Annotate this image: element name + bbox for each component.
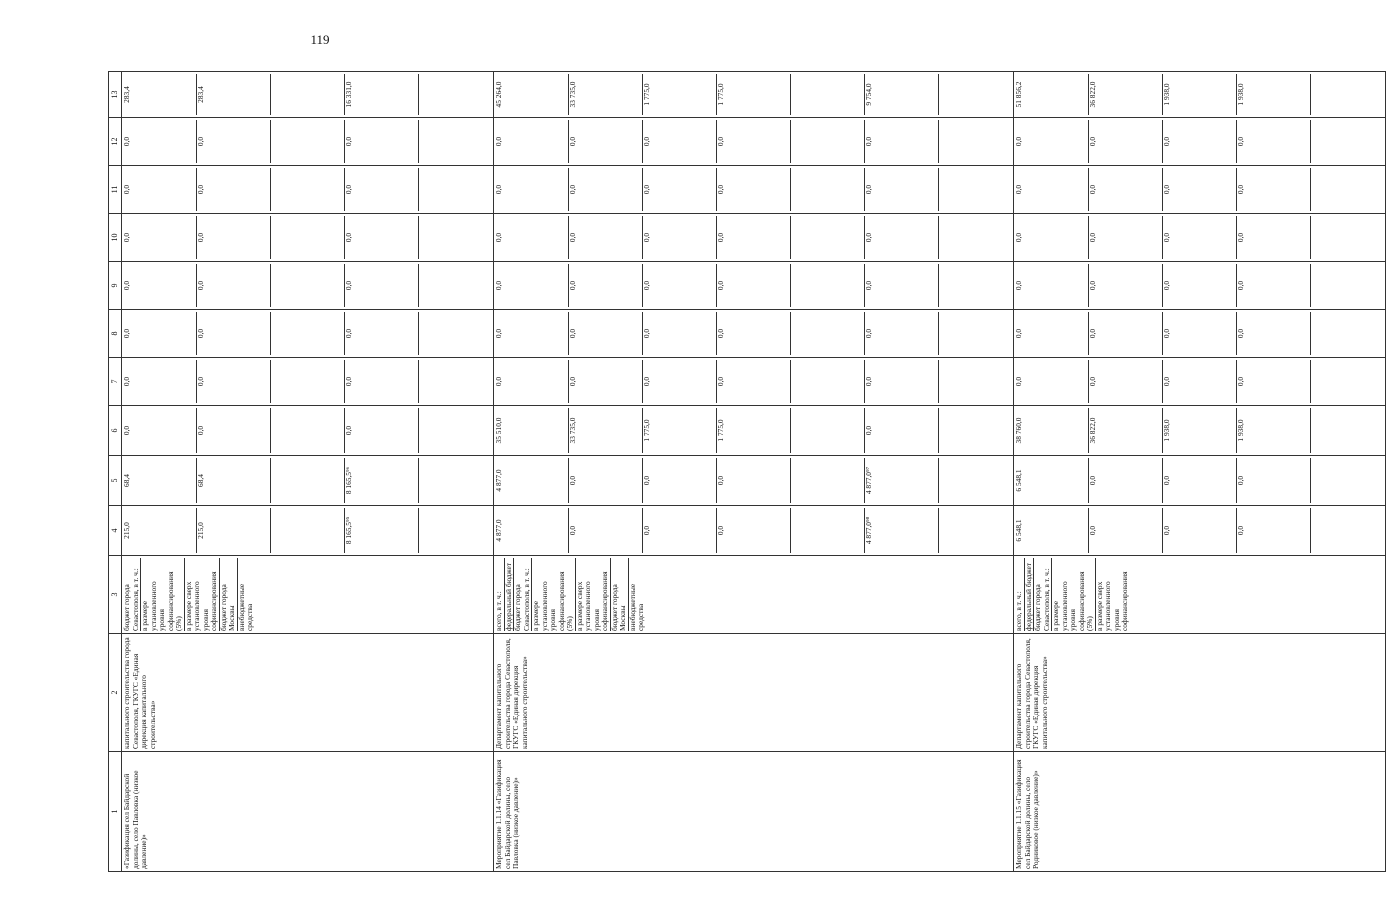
header-cell: 13 <box>109 72 122 118</box>
funding-value <box>271 508 345 553</box>
funding-value: 4 877,0 <box>495 508 569 553</box>
funding-source-label: бюджет города Севастополя, в т. ч.: <box>123 558 141 631</box>
funding-value: 0,0 <box>495 120 569 163</box>
funding-value: 215,0 <box>197 508 271 553</box>
funding-value: 9 754,0 <box>865 74 939 115</box>
source-column-cell <box>122 556 494 634</box>
funding-value: 6 548,1 <box>1015 508 1089 553</box>
funding-value: 68,4 <box>123 458 197 503</box>
funding-value <box>419 264 492 307</box>
funding-value <box>939 264 1012 307</box>
funding-value <box>791 458 865 503</box>
value-column-cell <box>122 456 494 506</box>
value-column-cell <box>494 72 1014 118</box>
funding-value: 0,0 <box>1015 360 1089 403</box>
executor-cell: Департамент капитального строительства города Севастополя, ГКУГС «Единая дирекция капитального строительства» <box>1014 634 1386 752</box>
funding-value <box>271 168 345 211</box>
funding-value <box>419 360 492 403</box>
funding-value: 0,0 <box>123 312 197 355</box>
funding-value: 0,0 <box>1237 120 1311 163</box>
value-column-cell <box>1014 358 1386 406</box>
funding-value: 0,0 <box>1163 508 1237 553</box>
funding-value: 0,0 <box>345 264 419 307</box>
value-column-cell <box>494 358 1014 406</box>
funding-value: 0,0 <box>1015 120 1089 163</box>
funding-value: 0,0 <box>123 264 197 307</box>
funding-value: 0,0 <box>865 216 939 259</box>
value-column-cell <box>494 214 1014 262</box>
funding-value: 35 510,0 <box>495 408 569 453</box>
funding-value <box>791 74 865 115</box>
funding-value <box>791 168 865 211</box>
funding-value <box>939 216 1012 259</box>
funding-value: 0,0 <box>1237 216 1311 259</box>
funding-value: 8 165,5⁹⁵ <box>345 508 419 553</box>
value-column-cell <box>122 310 494 358</box>
funding-source-label: в размере установленного уровня софинансирования (5%) <box>1052 558 1096 631</box>
funding-value: 0,0 <box>1163 168 1237 211</box>
header-cell: 11 <box>109 166 122 214</box>
funding-value: 0,0 <box>717 360 791 403</box>
rotated-table-wrapper <box>108 72 1245 872</box>
funding-source-label: федеральный бюджет <box>505 558 515 631</box>
funding-value: 0,0 <box>1015 216 1089 259</box>
funding-value: 1 775,0 <box>643 74 717 115</box>
funding-value <box>271 408 345 453</box>
funding-value: 0,0 <box>197 120 271 163</box>
header-cell: 12 <box>109 118 122 166</box>
funding-value: 0,0 <box>1237 264 1311 307</box>
value-column-cell <box>122 72 494 118</box>
funding-value: 0,0 <box>643 360 717 403</box>
value-column-cell <box>122 262 494 310</box>
value-column-cell <box>1014 506 1386 556</box>
funding-value: 0,0 <box>1163 458 1237 503</box>
value-column-cell <box>122 406 494 456</box>
funding-value <box>791 216 865 259</box>
funding-value <box>1311 74 1384 115</box>
funding-source-label: в размере сверх установленного уровня софинансирования <box>576 558 611 631</box>
table-row <box>1014 72 1386 872</box>
funding-value <box>1311 360 1384 403</box>
funding-value <box>939 360 1012 403</box>
funding-value: 283,4 <box>123 74 197 115</box>
header-cell: 7 <box>109 358 122 406</box>
value-column-cell <box>122 214 494 262</box>
funding-value: 0,0 <box>865 264 939 307</box>
funding-value: 16 331,0 <box>345 74 419 115</box>
funding-value: 0,0 <box>717 216 791 259</box>
funding-value <box>1311 216 1384 259</box>
funding-value: 0,0 <box>197 168 271 211</box>
funding-value: 0,0 <box>569 120 643 163</box>
funding-value: 215,0 <box>123 508 197 553</box>
funding-value: 0,0 <box>123 120 197 163</box>
funding-value: 0,0 <box>123 168 197 211</box>
funding-source-label: всего, в т. ч.: <box>495 558 505 631</box>
value-column-cell <box>1014 456 1386 506</box>
value-column-cell <box>1014 310 1386 358</box>
funding-value: 0,0 <box>1237 168 1311 211</box>
header-cell: 9 <box>109 262 122 310</box>
funding-value <box>419 408 492 453</box>
funding-value: 0,0 <box>495 264 569 307</box>
funding-value: 0,0 <box>569 508 643 553</box>
funding-value: 1 938,0 <box>1163 408 1237 453</box>
funding-source-label: бюджет города Севастополя, в т. ч.: <box>514 558 532 631</box>
measure-name-cell: Мероприятие 1.1.14 «Газификация сел Байдарской долины, село Павловка (низкое давление)» <box>494 752 1014 872</box>
funding-value: 0,0 <box>569 360 643 403</box>
funding-value: 0,0 <box>569 216 643 259</box>
funding-value: 0,0 <box>1015 312 1089 355</box>
funding-value: 0,0 <box>569 458 643 503</box>
funding-value <box>791 508 865 553</box>
funding-value: 0,0 <box>865 168 939 211</box>
header-cell: 3 <box>109 556 122 634</box>
funding-value: 0,0 <box>345 408 419 453</box>
funding-value: 0,0 <box>345 216 419 259</box>
funding-value: 0,0 <box>865 408 939 453</box>
funding-value: 0,0 <box>1089 120 1163 163</box>
value-column-cell <box>1014 262 1386 310</box>
source-column-cell <box>494 556 1014 634</box>
funding-value: 0,0 <box>643 508 717 553</box>
funding-value: 0,0 <box>1089 216 1163 259</box>
value-column-cell <box>1014 214 1386 262</box>
funding-value: 1 775,0 <box>643 408 717 453</box>
funding-source-label: бюджет города Севастополя, в т. ч.: <box>1034 558 1052 631</box>
header-cell: 4 <box>109 506 122 556</box>
funding-value: 45 264,0 <box>495 74 569 115</box>
funding-value <box>419 74 492 115</box>
funding-value: 0,0 <box>495 216 569 259</box>
funding-value <box>271 216 345 259</box>
funding-value: 51 856,2 <box>1015 74 1089 115</box>
value-column-cell <box>1014 118 1386 166</box>
funding-source-label: внебюджетные средства <box>627 583 646 631</box>
funding-value: 0,0 <box>717 264 791 307</box>
funding-value: 0,0 <box>569 264 643 307</box>
funding-value <box>419 168 492 211</box>
funding-value: 0,0 <box>197 408 271 453</box>
funding-value: 0,0 <box>643 264 717 307</box>
funding-source-label: всего, в т. ч.: <box>1015 558 1025 631</box>
financing-table <box>108 71 1386 872</box>
funding-value <box>419 120 492 163</box>
funding-value: 0,0 <box>1163 120 1237 163</box>
funding-source-label: в размере установленного уровня софинансирования (5%) <box>532 558 576 631</box>
funding-value: 0,0 <box>1237 508 1311 553</box>
funding-value <box>271 360 345 403</box>
value-column-cell <box>494 310 1014 358</box>
value-column-cell <box>122 506 494 556</box>
page-number: 119 <box>310 32 330 47</box>
header-cell: 2 <box>109 634 122 752</box>
funding-value: 0,0 <box>345 360 419 403</box>
header-cell: 6 <box>109 406 122 456</box>
funding-value: 0,0 <box>1089 360 1163 403</box>
funding-value: 0,0 <box>643 312 717 355</box>
funding-value: 38 760,0 <box>1015 408 1089 453</box>
funding-value: 0,0 <box>643 168 717 211</box>
funding-value: 0,0 <box>717 168 791 211</box>
funding-value: 0,0 <box>345 168 419 211</box>
value-column-cell <box>1014 406 1386 456</box>
funding-value <box>939 458 1012 503</box>
funding-value <box>939 508 1012 553</box>
source-column-cell <box>1014 556 1386 634</box>
funding-value: 0,0 <box>643 120 717 163</box>
funding-value: 0,0 <box>197 360 271 403</box>
funding-value: 0,0 <box>717 508 791 553</box>
funding-value <box>419 508 492 553</box>
funding-value <box>939 74 1012 115</box>
funding-value <box>1311 168 1384 211</box>
funding-value: 0,0 <box>1237 360 1311 403</box>
funding-value <box>1311 264 1384 307</box>
funding-source-label: внебюджетные средства <box>236 583 255 631</box>
funding-value: 33 735,0 <box>569 408 643 453</box>
funding-value <box>939 408 1012 453</box>
funding-value <box>1311 120 1384 163</box>
value-column-cell <box>494 166 1014 214</box>
header-cell: 5 <box>109 456 122 506</box>
value-column-cell <box>494 118 1014 166</box>
funding-value: 36 822,0 <box>1089 408 1163 453</box>
funding-value: 0,0 <box>197 312 271 355</box>
funding-value <box>271 458 345 503</box>
value-column-cell <box>1014 72 1386 118</box>
funding-value: 283,4 <box>197 74 271 115</box>
funding-value: 0,0 <box>1015 168 1089 211</box>
funding-value: 0,0 <box>1089 168 1163 211</box>
funding-value: 0,0 <box>1015 264 1089 307</box>
funding-value: 0,0 <box>1237 458 1311 503</box>
value-column-cell <box>494 406 1014 456</box>
funding-value <box>1311 312 1384 355</box>
funding-value: 6 548,1 <box>1015 458 1089 503</box>
funding-value <box>271 74 345 115</box>
funding-value <box>1311 508 1384 553</box>
funding-value <box>791 120 865 163</box>
header-cell: 8 <box>109 310 122 358</box>
funding-value: 0,0 <box>865 120 939 163</box>
funding-value <box>419 458 492 503</box>
funding-value <box>1311 458 1384 503</box>
funding-value: 4 877,0⁹⁸ <box>865 508 939 553</box>
funding-value: 68,4 <box>197 458 271 503</box>
funding-source-label: в размере сверх установленного уровня софинансирования <box>1094 571 1130 631</box>
funding-value <box>939 120 1012 163</box>
funding-source-label: бюджет города Москвы <box>220 558 238 631</box>
funding-source-label: федеральный бюджет <box>1025 558 1035 631</box>
header-row <box>109 72 122 872</box>
funding-value: 0,0 <box>865 360 939 403</box>
funding-value: 0,0 <box>717 458 791 503</box>
value-column-cell <box>122 118 494 166</box>
header-cell: 1 <box>109 752 122 872</box>
funding-value: 0,0 <box>1163 264 1237 307</box>
table-row <box>122 72 494 872</box>
funding-value: 0,0 <box>345 120 419 163</box>
funding-value <box>791 312 865 355</box>
funding-value: 1 775,0 <box>717 74 791 115</box>
measure-name-cell: «Газификация сел Байдарской долины, село Павловка (низкое давление)» <box>122 752 494 872</box>
funding-value: 0,0 <box>495 360 569 403</box>
funding-value: 0,0 <box>865 312 939 355</box>
value-column-cell <box>494 506 1014 556</box>
funding-value: 0,0 <box>717 120 791 163</box>
funding-value <box>271 120 345 163</box>
funding-value <box>791 360 865 403</box>
funding-value <box>791 264 865 307</box>
funding-value: 0,0 <box>495 312 569 355</box>
funding-value: 0,0 <box>123 408 197 453</box>
funding-value: 0,0 <box>495 168 569 211</box>
funding-value: 0,0 <box>643 458 717 503</box>
value-column-cell <box>122 166 494 214</box>
funding-value <box>271 264 345 307</box>
funding-value: 33 735,0 <box>569 74 643 115</box>
funding-value <box>419 312 492 355</box>
funding-value: 0,0 <box>1089 508 1163 553</box>
funding-value <box>791 408 865 453</box>
funding-value: 0,0 <box>123 216 197 259</box>
executor-cell: Департамент капитального строительства города Севастополя, ГКУГС «Единая дирекция капитального строительства» <box>494 634 1014 752</box>
funding-value: 0,0 <box>1089 264 1163 307</box>
funding-value: 0,0 <box>1089 312 1163 355</box>
funding-value: 0,0 <box>643 216 717 259</box>
funding-value: 0,0 <box>569 312 643 355</box>
value-column-cell <box>494 456 1014 506</box>
funding-value: 0,0 <box>1163 360 1237 403</box>
funding-value: 0,0 <box>197 216 271 259</box>
funding-value: 8 165,5⁹⁶ <box>345 458 419 503</box>
funding-value <box>271 312 345 355</box>
funding-value: 36 822,0 <box>1089 74 1163 115</box>
funding-value: 1 938,0 <box>1237 74 1311 115</box>
funding-source-label: в размере установленного уровня софинансирования (5%) <box>141 558 185 631</box>
value-column-cell <box>122 358 494 406</box>
value-column-cell <box>494 262 1014 310</box>
executor-cell: капитального строительства города Севастополя, ГКУГС «Единая дирекция капитального строительства» <box>122 634 494 752</box>
funding-value <box>939 312 1012 355</box>
value-column-cell <box>1014 166 1386 214</box>
funding-value: 1 938,0 <box>1237 408 1311 453</box>
funding-value: 1 938,0 <box>1163 74 1237 115</box>
funding-value: 0,0 <box>569 168 643 211</box>
funding-value: 0,0 <box>1163 312 1237 355</box>
funding-value: 0,0 <box>717 312 791 355</box>
table-row <box>494 72 1014 872</box>
funding-value: 0,0 <box>345 312 419 355</box>
funding-value: 0,0 <box>1237 312 1311 355</box>
funding-value: 4 877,0⁹⁷ <box>865 458 939 503</box>
funding-value: 4 877,0 <box>495 458 569 503</box>
funding-source-label: бюджет города Москвы <box>611 558 629 631</box>
funding-value <box>939 168 1012 211</box>
funding-value <box>419 216 492 259</box>
funding-value: 1 775,0 <box>717 408 791 453</box>
measure-name-cell: Мероприятие 1.1.15 «Газификация сел Байдарской долины, село Родниковое (низкое давление)» <box>1014 752 1386 872</box>
funding-value: 0,0 <box>1089 458 1163 503</box>
funding-source-label: в размере сверх установленного уровня софинансирования <box>185 558 220 631</box>
header-cell: 10 <box>109 214 122 262</box>
funding-value: 0,0 <box>197 264 271 307</box>
funding-value <box>1311 408 1384 453</box>
funding-value: 0,0 <box>123 360 197 403</box>
funding-value: 0,0 <box>1163 216 1237 259</box>
